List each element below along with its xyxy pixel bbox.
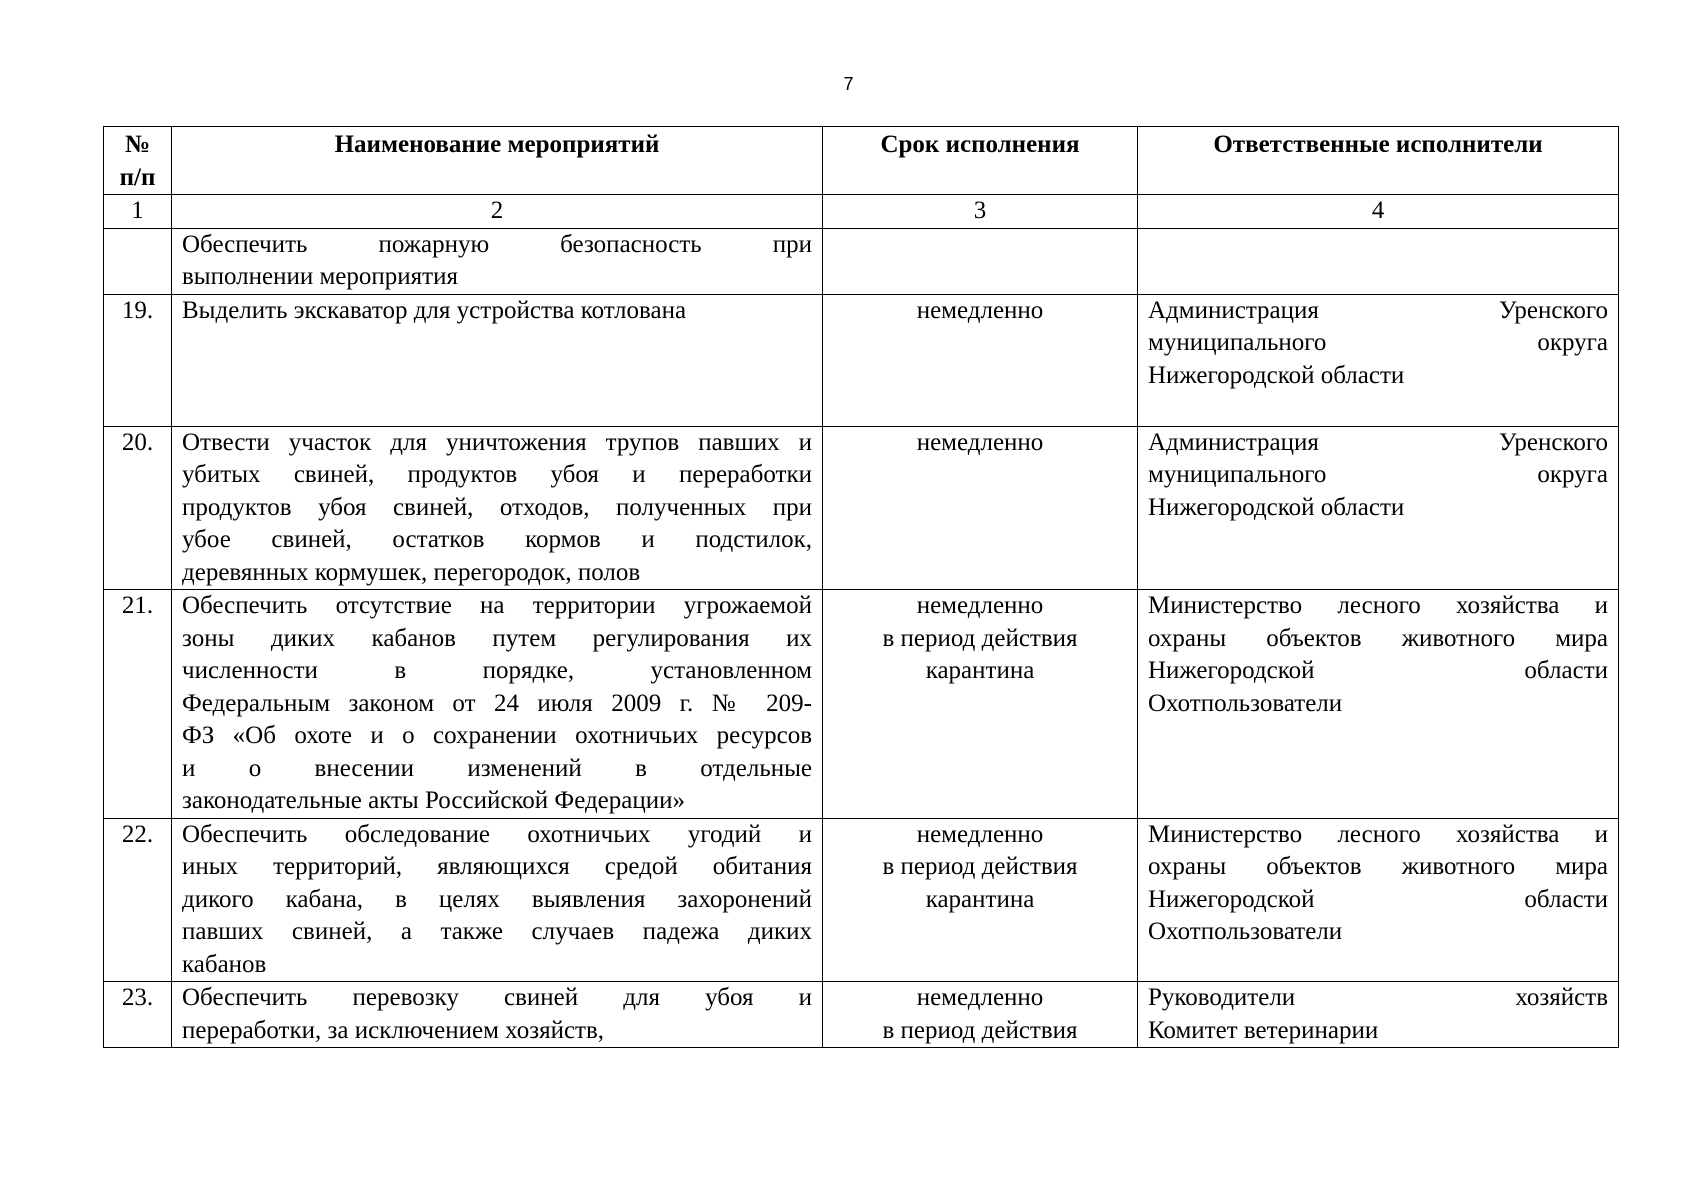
responsible-executors	[1138, 228, 1619, 294]
execution-term-line: в период действия	[882, 624, 1078, 652]
responsible-executors-line: Нижегородской области	[1148, 657, 1608, 684]
measure-name-line: Выделить экскаватор для устройства котлована	[182, 296, 687, 324]
measure-name-line: деревянных кормушек, перегородок, полов	[182, 558, 641, 586]
measure-name-line: иных территорий, являющихся средой обитания	[182, 853, 812, 880]
execution-term-line: карантина	[925, 885, 1035, 913]
execution-term-line: немедленно	[916, 428, 1044, 456]
execution-term-line: в период действия	[882, 1016, 1078, 1044]
execution-term-line: в период действия	[882, 853, 1078, 880]
responsible-executors	[1138, 818, 1619, 982]
measure-name	[172, 426, 823, 590]
measure-name-line: зоны диких кабанов путем регулирования их	[182, 624, 812, 652]
column-number: 3	[823, 195, 1138, 229]
table-row	[104, 426, 1619, 590]
execution-term-line: немедленно	[916, 820, 1044, 848]
execution-term-line: немедленно	[916, 984, 1044, 1011]
measure-name-line: Обеспечить пожарную безопасность при	[182, 230, 812, 258]
measure-name-line: убое свиней, остатков кормов и подстилок,	[182, 526, 812, 553]
responsible-executors-line: охраны объектов животного мира	[1148, 624, 1608, 652]
header-name: Наименование мероприятий	[172, 127, 823, 195]
measure-name-line: Обеспечить отсутствие на территории угрожаемой	[182, 592, 812, 619]
measure-name-line: переработки, за исключением хозяйств,	[182, 1016, 605, 1044]
measure-name	[172, 228, 823, 294]
row-number	[104, 228, 172, 294]
execution-term-line: карантина	[925, 657, 1035, 684]
row-number: 21.	[104, 590, 172, 819]
measure-name-line: и о внесении изменений в отдельные	[182, 754, 812, 782]
table-header-row	[104, 127, 1619, 195]
execution-term	[823, 228, 1138, 294]
measure-name	[172, 294, 823, 426]
execution-term	[823, 982, 1138, 1048]
column-number: 4	[1138, 195, 1619, 229]
responsible-executors-line: Нижегородской области	[1148, 493, 1405, 521]
measure-name-line: ФЗ «Об охоте и о сохранении охотничьих ресурсов	[182, 722, 812, 749]
responsible-executors-line: Администрация Уренского	[1148, 428, 1608, 456]
execution-term	[823, 294, 1138, 426]
row-number: 19.	[104, 294, 172, 426]
header-term: Срок исполнения	[823, 127, 1138, 195]
responsible-executors-line: Комитет ветеринарии	[1148, 1016, 1379, 1044]
header-number-line: №	[124, 131, 151, 158]
table-row	[104, 228, 1619, 294]
responsible-executors-line: Охотпользователи	[1148, 918, 1343, 945]
page-number: 7	[843, 74, 854, 94]
measure-name	[172, 818, 823, 982]
measure-name-line: кабанов	[182, 950, 267, 978]
responsible-executors	[1138, 426, 1619, 590]
execution-term	[823, 426, 1138, 590]
measure-name-line: законодательные акты Российской Федерации»	[182, 787, 686, 814]
execution-term-line: немедленно	[916, 296, 1044, 324]
execution-term-line: немедленно	[916, 592, 1044, 619]
responsible-executors-line: Охотпользователи	[1148, 689, 1343, 717]
row-number: 23.	[104, 982, 172, 1048]
responsible-executors-line: Министерство лесного хозяйства и	[1148, 820, 1608, 848]
table-row	[104, 294, 1619, 426]
measure-name-line: продуктов убоя свиней, отходов, полученных при	[182, 493, 812, 521]
responsible-executors	[1138, 590, 1619, 819]
responsible-executors-line: Руководители хозяйств	[1148, 984, 1608, 1011]
header-number	[104, 127, 172, 195]
column-number: 2	[172, 195, 823, 229]
measure-name-line: выполнении мероприятия	[182, 263, 458, 290]
table-body	[104, 228, 1619, 1048]
responsible-executors-line: Нижегородской области	[1148, 361, 1405, 389]
table-row	[104, 590, 1619, 819]
execution-term	[823, 818, 1138, 982]
measure-name-line: Обеспечить обследование охотничьих угодий и	[182, 820, 812, 848]
header-number-line: п/п	[119, 163, 156, 191]
responsible-executors-line: Нижегородской области	[1148, 885, 1608, 913]
responsible-executors-line: Министерство лесного хозяйства и	[1148, 592, 1608, 619]
responsible-executors	[1138, 294, 1619, 426]
table-row	[104, 818, 1619, 982]
measure-name-line: Федеральным законом от 24 июля 2009 г. № 209-	[182, 689, 812, 717]
row-number: 22.	[104, 818, 172, 982]
measure-name-line: убитых свиней, продуктов убоя и переработки	[182, 461, 812, 488]
measure-name-line: павших свиней, а также случаев падежа диких	[182, 918, 812, 945]
execution-term	[823, 590, 1138, 819]
measure-name	[172, 982, 823, 1048]
measures-table	[103, 126, 1619, 1048]
responsible-executors-line: муниципального округа	[1148, 461, 1608, 488]
row-number: 20.	[104, 426, 172, 590]
column-numbers-row	[104, 195, 1619, 229]
responsible-executors	[1138, 982, 1619, 1048]
table-row	[104, 982, 1619, 1048]
responsible-executors-line: охраны объектов животного мира	[1148, 853, 1608, 880]
measure-name-line: численности в порядке, установленном	[182, 657, 812, 684]
measure-name	[172, 590, 823, 819]
measure-name-line: Обеспечить перевозку свиней для убоя и	[182, 984, 812, 1011]
column-number: 1	[104, 195, 172, 229]
measure-name-line: дикого кабана, в целях выявления захоронений	[182, 885, 812, 913]
measure-name-line: Отвести участок для уничтожения трупов павших и	[182, 428, 812, 456]
responsible-executors-line: Администрация Уренского	[1148, 296, 1608, 324]
header-responsible: Ответственные исполнители	[1138, 127, 1619, 195]
responsible-executors-line: муниципального округа	[1148, 329, 1608, 356]
